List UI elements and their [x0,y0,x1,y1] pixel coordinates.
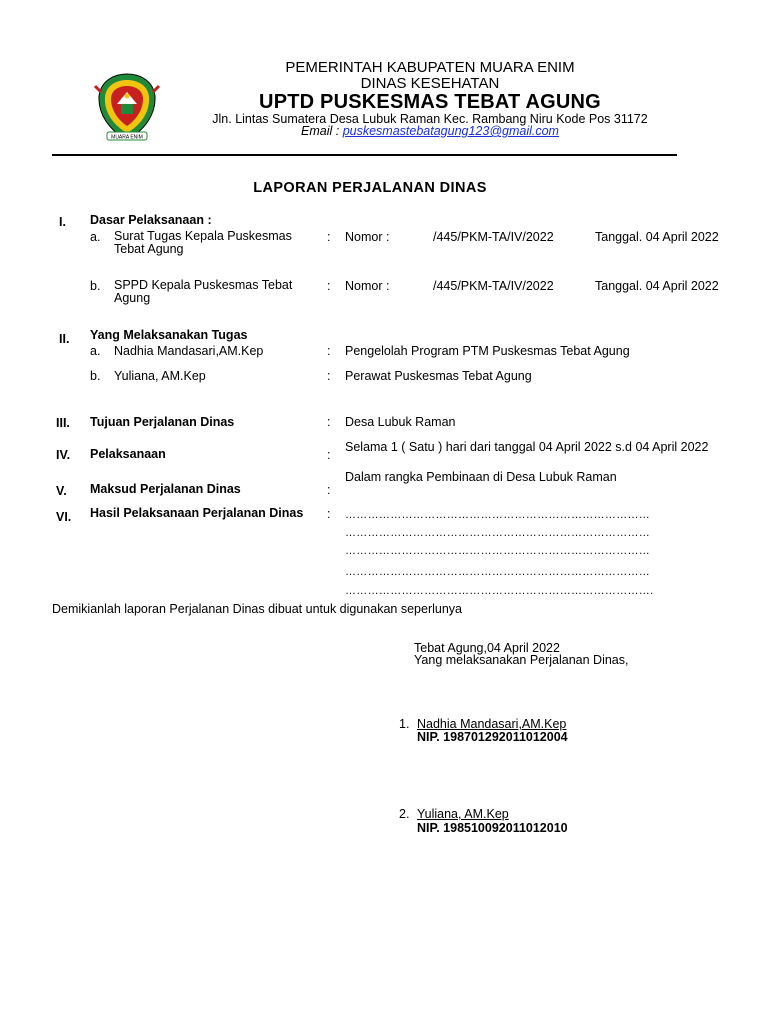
section-1a-text: Surat Tugas Kepala Puskesmas Tebat Agung [114,229,292,256]
signer-2-nip: NIP. 198510092011012010 [417,821,568,835]
section-6-colon: : [327,507,331,521]
section-2b-text: Yuliana, AM.Kep [114,369,206,383]
section-2b-value: Perawat Puskesmas Tebat Agung [345,369,532,383]
section-4-label: Pelaksanaan [90,447,166,461]
section-1b-nomor-value: /445/PKM-TA/IV/2022 [433,279,554,293]
section-3-colon: : [327,415,331,429]
section-3-number: III. [56,416,70,430]
section-4-colon: : [327,448,331,462]
section-2b-marker: b. [90,369,101,383]
signer-1-number: 1. [399,717,410,731]
section-1b-text: SPPD Kepala Puskesmas Tebat Agung [114,278,293,305]
section-2-label: Yang Melaksanakan Tugas [90,328,248,342]
section-1-label: Dasar Pelaksanaan : [90,213,212,227]
section-6-dots-line-4: ……………………………………………………………………… [345,566,651,578]
letterhead-address: Jln. Lintas Sumatera Desa Lubuk Raman Kec. Rambang Niru Kode Pos 31172 [212,112,648,126]
signer-2-name: Yuliana, AM.Kep [417,807,509,821]
section-1b-marker: b. [90,279,101,293]
closing-statement: Demikianlah laporan Perjalanan Dinas dibuat untuk digunakan seperlunya [52,602,462,616]
section-1a-date: Tanggal. 04 April 2022 [595,230,719,244]
logo-banner-text: MUARA ENIM [111,134,143,141]
letterhead-institution: UPTD PUSKESMAS TEBAT AGUNG [259,91,601,113]
header-divider [52,154,677,156]
section-6-dots-line-5: ………………………………………………………………………. [345,585,654,597]
letterhead-department: DINAS KESEHATAN [360,75,500,92]
section-5-label: Maksud Perjalanan Dinas [90,482,241,496]
letterhead-government: PEMERINTAH KABUPATEN MUARA ENIM [285,59,575,76]
section-5-value: Dalam rangka Pembinaan di Desa Lubuk Raman [345,470,617,484]
section-1b-nomor-label: Nomor : [345,279,390,293]
signer-1-nip: NIP. 198701292011012004 [417,730,568,744]
section-1a-nomor-label: Nomor : [345,230,390,244]
section-6-dots-line-1: ……………………………………………………………………… [345,509,651,521]
email-link[interactable]: puskesmastebatagung123@gmail.com [342,124,559,138]
section-6-number: VI. [56,510,72,524]
section-2a-value: Pengelolah Program PTM Puskesmas Tebat Agung [345,344,630,358]
section-2a-colon: : [327,344,331,358]
section-3-value: Desa Lubuk Raman [345,415,456,429]
section-2b-colon: : [327,369,331,383]
signature-role: Yang melaksanakan Perjalanan Dinas, [414,653,629,667]
email-label: Email : [301,124,343,138]
section-5-colon: : [327,483,331,497]
section-6-label: Hasil Pelaksanaan Perjalanan Dinas [90,506,304,520]
section-1b-date: Tanggal. 04 April 2022 [595,279,719,293]
section-1-number: I. [59,215,66,229]
section-1b-colon: : [327,279,331,293]
signer-1-name: Nadhia Mandasari,AM.Kep [417,717,567,731]
section-4-value: Selama 1 ( Satu ) hari dari tanggal 04 April 2022 s.d 04 April 2022 [345,440,709,454]
signature-place-date: Tebat Agung,04 April 2022 [414,641,560,655]
muara-enim-coat-of-arms-logo [93,70,161,144]
document-title: LAPORAN PERJALANAN DINAS [253,180,487,196]
section-3-label: Tujuan Perjalanan Dinas [90,415,235,429]
section-1a-colon: : [327,230,331,244]
signer-2-number: 2. [399,807,410,821]
section-6-dots-line-3: ……………………………………………………………………… [345,545,651,557]
letterhead-email-line [180,124,680,138]
section-2-number: II. [59,332,70,346]
section-5-number: V. [56,484,67,498]
section-1a-nomor-value: /445/PKM-TA/IV/2022 [433,230,554,244]
section-6-dots-line-2: ……………………………………………………………………… [345,527,651,539]
section-1a-marker: a. [90,230,101,244]
section-4-number: IV. [56,448,71,462]
section-2a-marker: a. [90,344,101,358]
section-2a-text: Nadhia Mandasari,AM.Kep [114,344,264,358]
